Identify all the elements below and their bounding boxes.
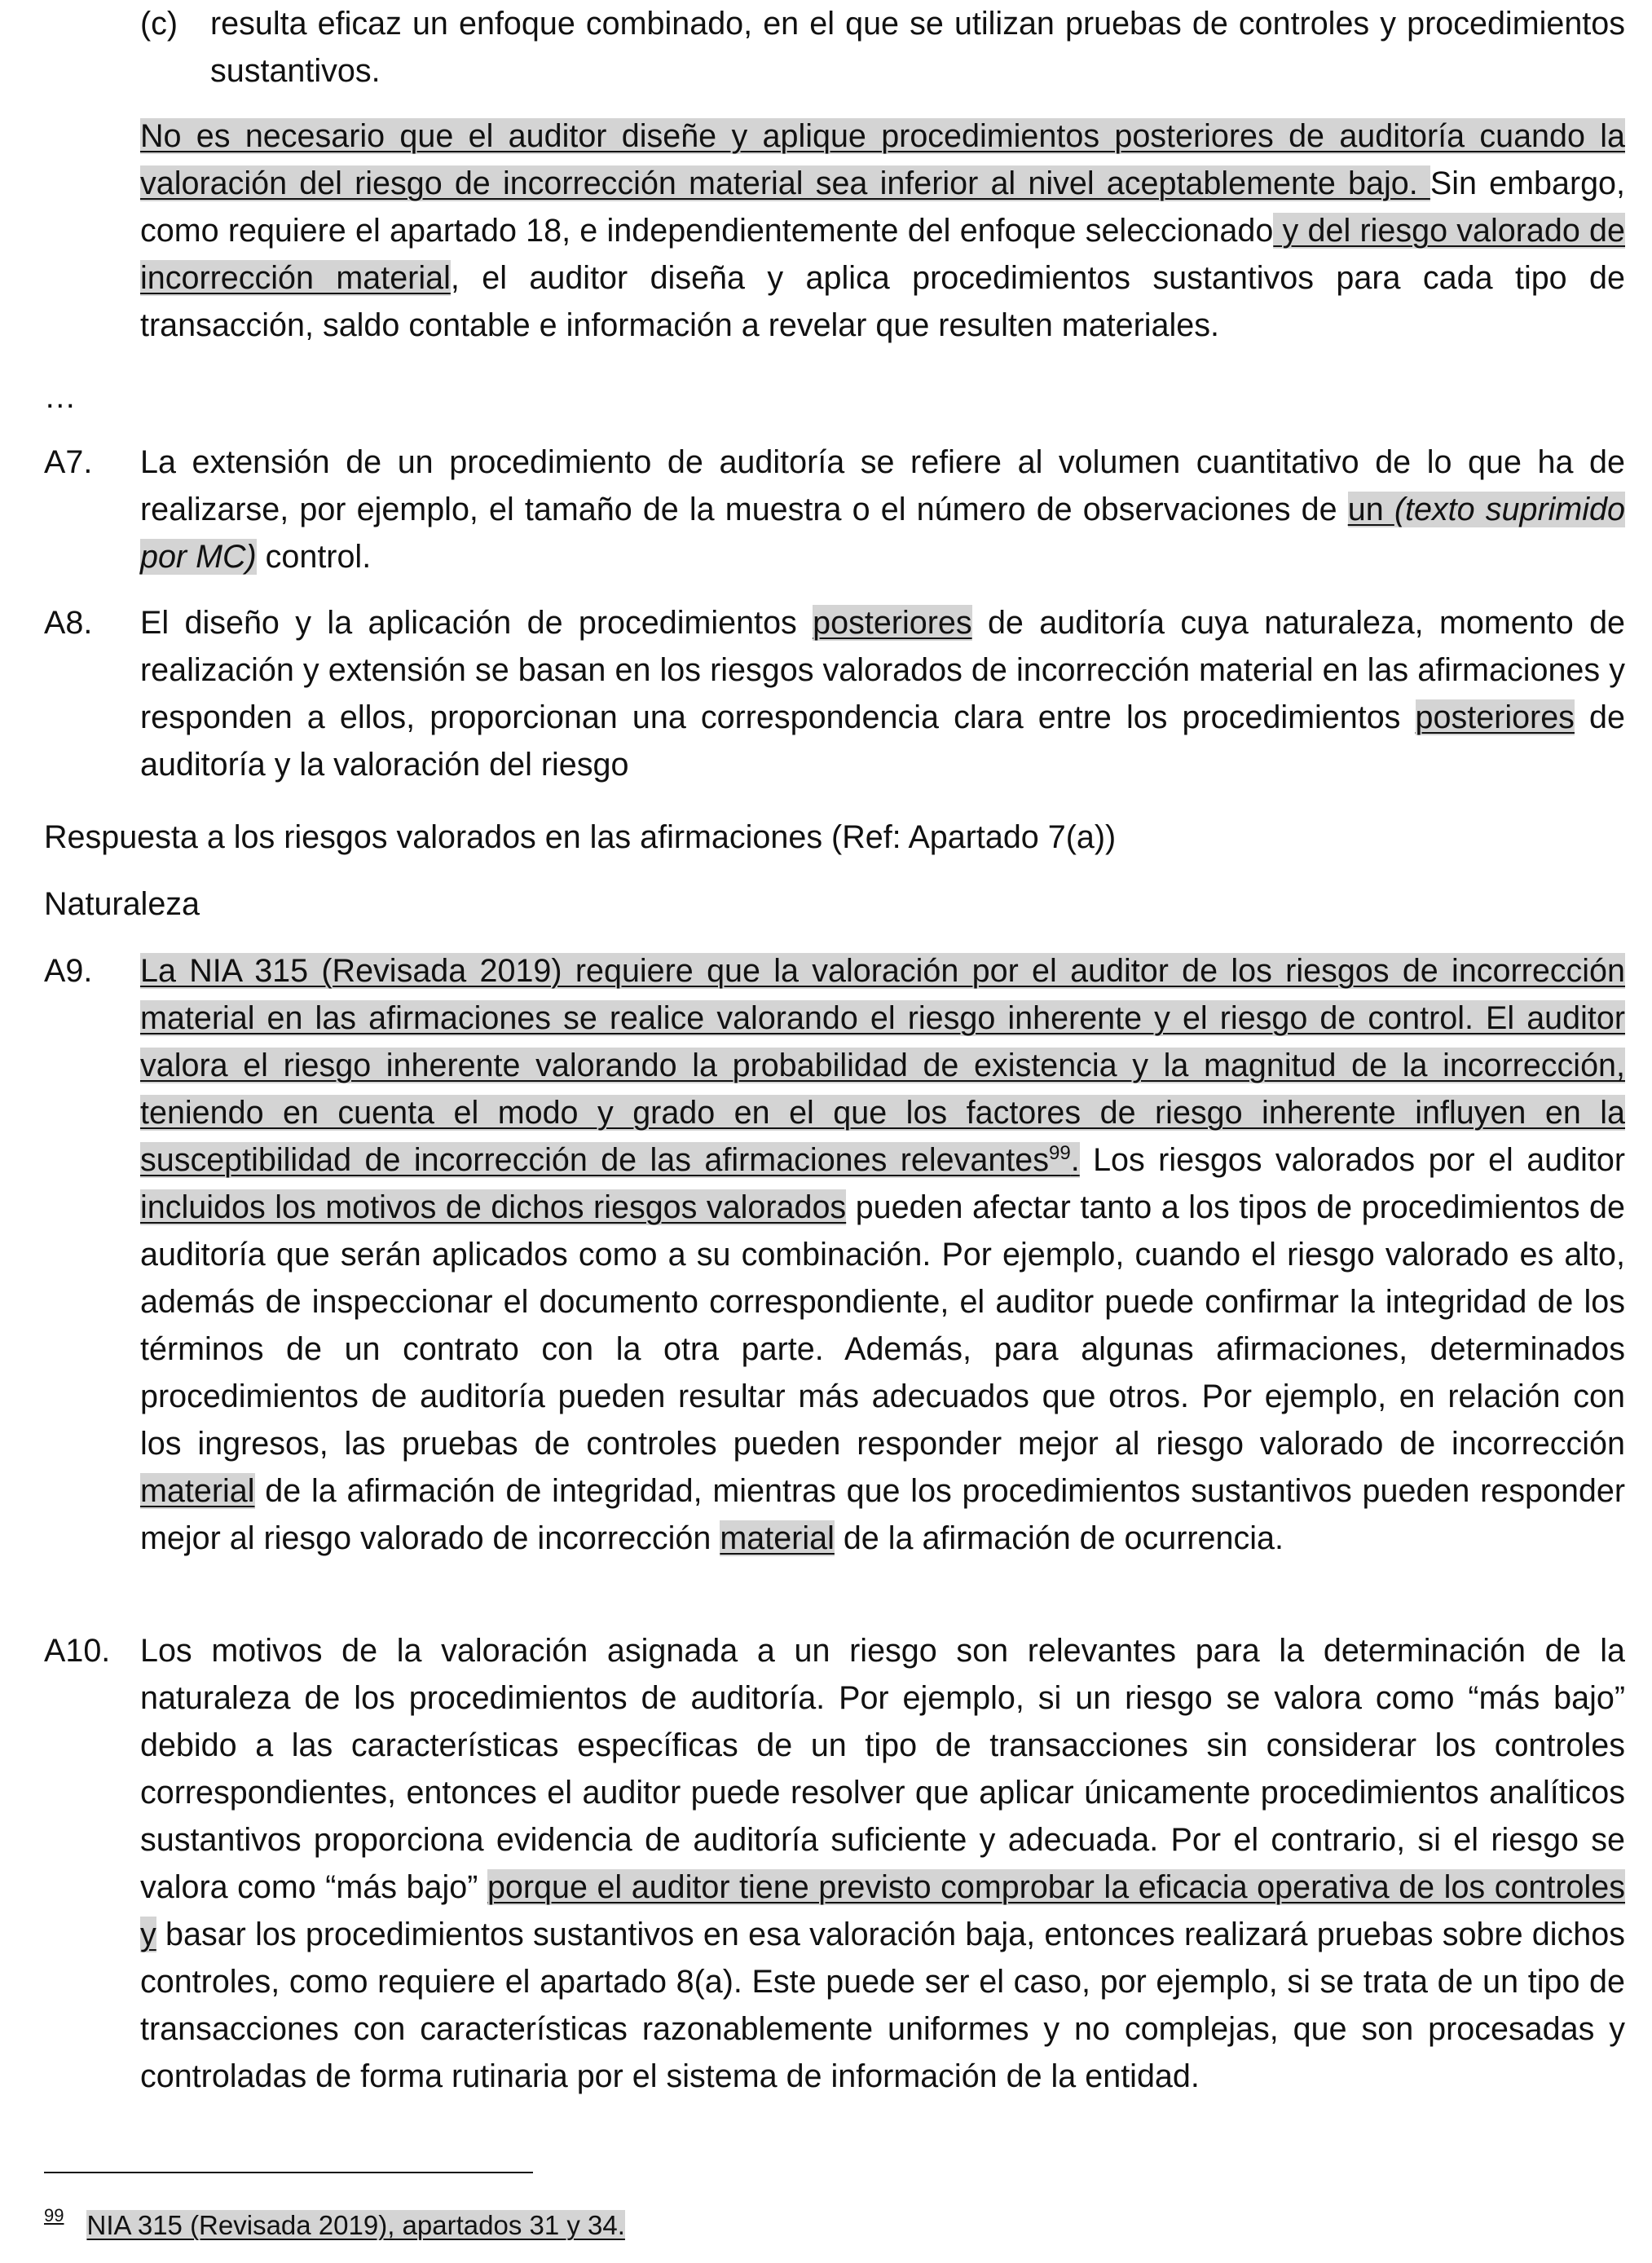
paragraph-text: de la afirmación de ocurrencia.: [834, 1520, 1284, 1556]
paragraph-number: A9.: [44, 953, 93, 989]
list-item-text: resulta eficaz un enfoque combinado, en el que se utilizan pruebas de controles y procedimientos sustantivos.: [210, 6, 1625, 89]
highlighted-italic-text: (texto suprimido por MC): [140, 492, 1625, 575]
highlighted-text: posteriores: [1415, 699, 1575, 735]
highlighted-text: porque el auditor tiene previsto comprobar la eficacia operativa de los controles y: [140, 1869, 1625, 1952]
highlighted-text: posteriores: [813, 605, 972, 641]
list-item-label: (c): [140, 6, 178, 42]
paragraph-number: A7.: [44, 444, 93, 480]
paragraph-text: de la afirmación de integridad, mientras que los procedimientos sustantivos pueden responder mejor al riesgo valorado de incorrección: [140, 1473, 1625, 1556]
paragraph-text: de auditoría cuya naturaleza, momento de realización y extensión se basan en los riesgos valorados de incorrección material en las afirmaciones y responden a ellos, proporcionan una correspondencia clara entre los procedimientos: [140, 605, 1626, 735]
footnote-number: 99: [44, 2205, 64, 2226]
paragraph-text: El diseño y la aplicación de procedimientos: [140, 605, 813, 641]
paragraph-text: , el auditor diseña y aplica procedimientos sustantivos para cada tipo de transacción, saldo contable e información a revelar que resulten materiales.: [140, 260, 1625, 343]
paragraph-text: Sin embargo, como requiere el apartado 18, e independientemente del enfoque seleccionado: [140, 165, 1626, 249]
subsection-heading: Naturaleza: [44, 886, 200, 922]
paragraph-text: control.: [256, 539, 372, 575]
footnote: [44, 2201, 625, 2243]
paragraph-text: Los riesgos valorados por el auditor: [1079, 1142, 1625, 1178]
paragraph-a10: [44, 1627, 1625, 2100]
highlighted-text: No es necesario que el auditor diseñe y aplique procedimientos posteriores de auditoría cuando la valoración del riesgo de incorrección material sea inferior al nivel aceptablemente bajo.: [140, 118, 1625, 201]
paragraph-text: de auditoría y la valoración del riesgo: [140, 699, 1625, 783]
paragraph-text: La extensión de un procedimiento de auditoría se refiere al volumen cuantitativo de lo que ha de realizarse, por ejemplo, el tamaño de la muestra o el número de observaciones de: [140, 444, 1625, 527]
paragraph-a8: [44, 599, 1625, 788]
highlighted-text-footnote: [1049, 1142, 1080, 1178]
highlighted-text: y del riesgo valorado de incorrección material: [140, 213, 1625, 296]
paragraph-text: basar los procedimientos sustantivos en esa valoración baja, entonces realizará pruebas sobre dichos controles, como requiere el apartado 8(a). Este puede ser el caso, por ejemplo, si se trata de un tipo de transacciones con características razonablemente uniformes y no complejas, que son procesadas y controladas de forma rutinaria por el sistema de información de la entidad.: [140, 1917, 1625, 2094]
highlighted-text: .: [1070, 1142, 1080, 1178]
highlighted-text: incluidos los motivos de dichos riesgos valorados: [140, 1189, 847, 1225]
paragraph-a9: [44, 947, 1625, 1562]
paragraph-number: A8.: [44, 605, 93, 641]
highlighted-text: un: [1347, 492, 1394, 527]
paragraph-number: A10.: [44, 1633, 111, 1669]
highlighted-text: material: [140, 1473, 255, 1509]
highlighted-text: material: [720, 1520, 835, 1556]
section-heading: Respuesta a los riesgos valorados en las afirmaciones (Ref: Apartado 7(a)): [44, 819, 1117, 855]
paragraph-text: pueden afectar tanto a los tipos de procedimientos de auditoría que serán aplicados como a su combinación. Por ejemplo, cuando el riesgo valorado es alto, además de inspeccionar el documento correspondiente, el auditor puede confirmar la integridad de los términos de un contrato con la otra parte. Además, para algunas afirmaciones, determinados procedimientos de auditoría pueden resultar más adecuados que otros. Por ejemplo, en relación con los ingresos, las pruebas de controles pueden responder mejor al riesgo valorado de incorrección: [140, 1189, 1625, 1462]
paragraph-substantive: [44, 112, 1625, 349]
footnote-separator: [44, 2172, 533, 2173]
paragraph-text: Los motivos de la valoración asignada a un riesgo son relevantes para la determinación de la naturaleza de los procedimientos de auditoría. Por ejemplo, si un riesgo se valora como “más bajo” debido a las características específicas de un tipo de transacciones sin considerar los controles correspondientes, entonces el auditor puede resolver que aplicar únicamente procedimientos analíticos sustantivos proporciona evidencia de auditoría suficiente y adecuada. Por el contrario, si el riesgo se valora como “más bajo”: [140, 1633, 1625, 1905]
highlighted-text: La NIA 315 (Revisada 2019) requiere que la valoración por el auditor de los riesgos de incorrección material en las afirmaciones se realice valorando el riesgo inherente y el riesgo de control. El auditor valora el riesgo inherente valorando la probabilidad de existencia y la magnitud de la incorrección, teniendo en cuenta el modo y grado en el que los factores de riesgo inherente influyen en la susceptibilidad de incorrección de las afirmaciones relevantes: [140, 953, 1625, 1178]
ellipsis: …: [44, 379, 77, 415]
paragraph-a7: [44, 439, 1625, 580]
footnote-text: NIA 315 (Revisada 2019), apartados 31 y 34.: [86, 2210, 625, 2240]
footnote-reference[interactable]: 99: [1049, 1141, 1071, 1164]
list-item-c: [44, 0, 1625, 95]
